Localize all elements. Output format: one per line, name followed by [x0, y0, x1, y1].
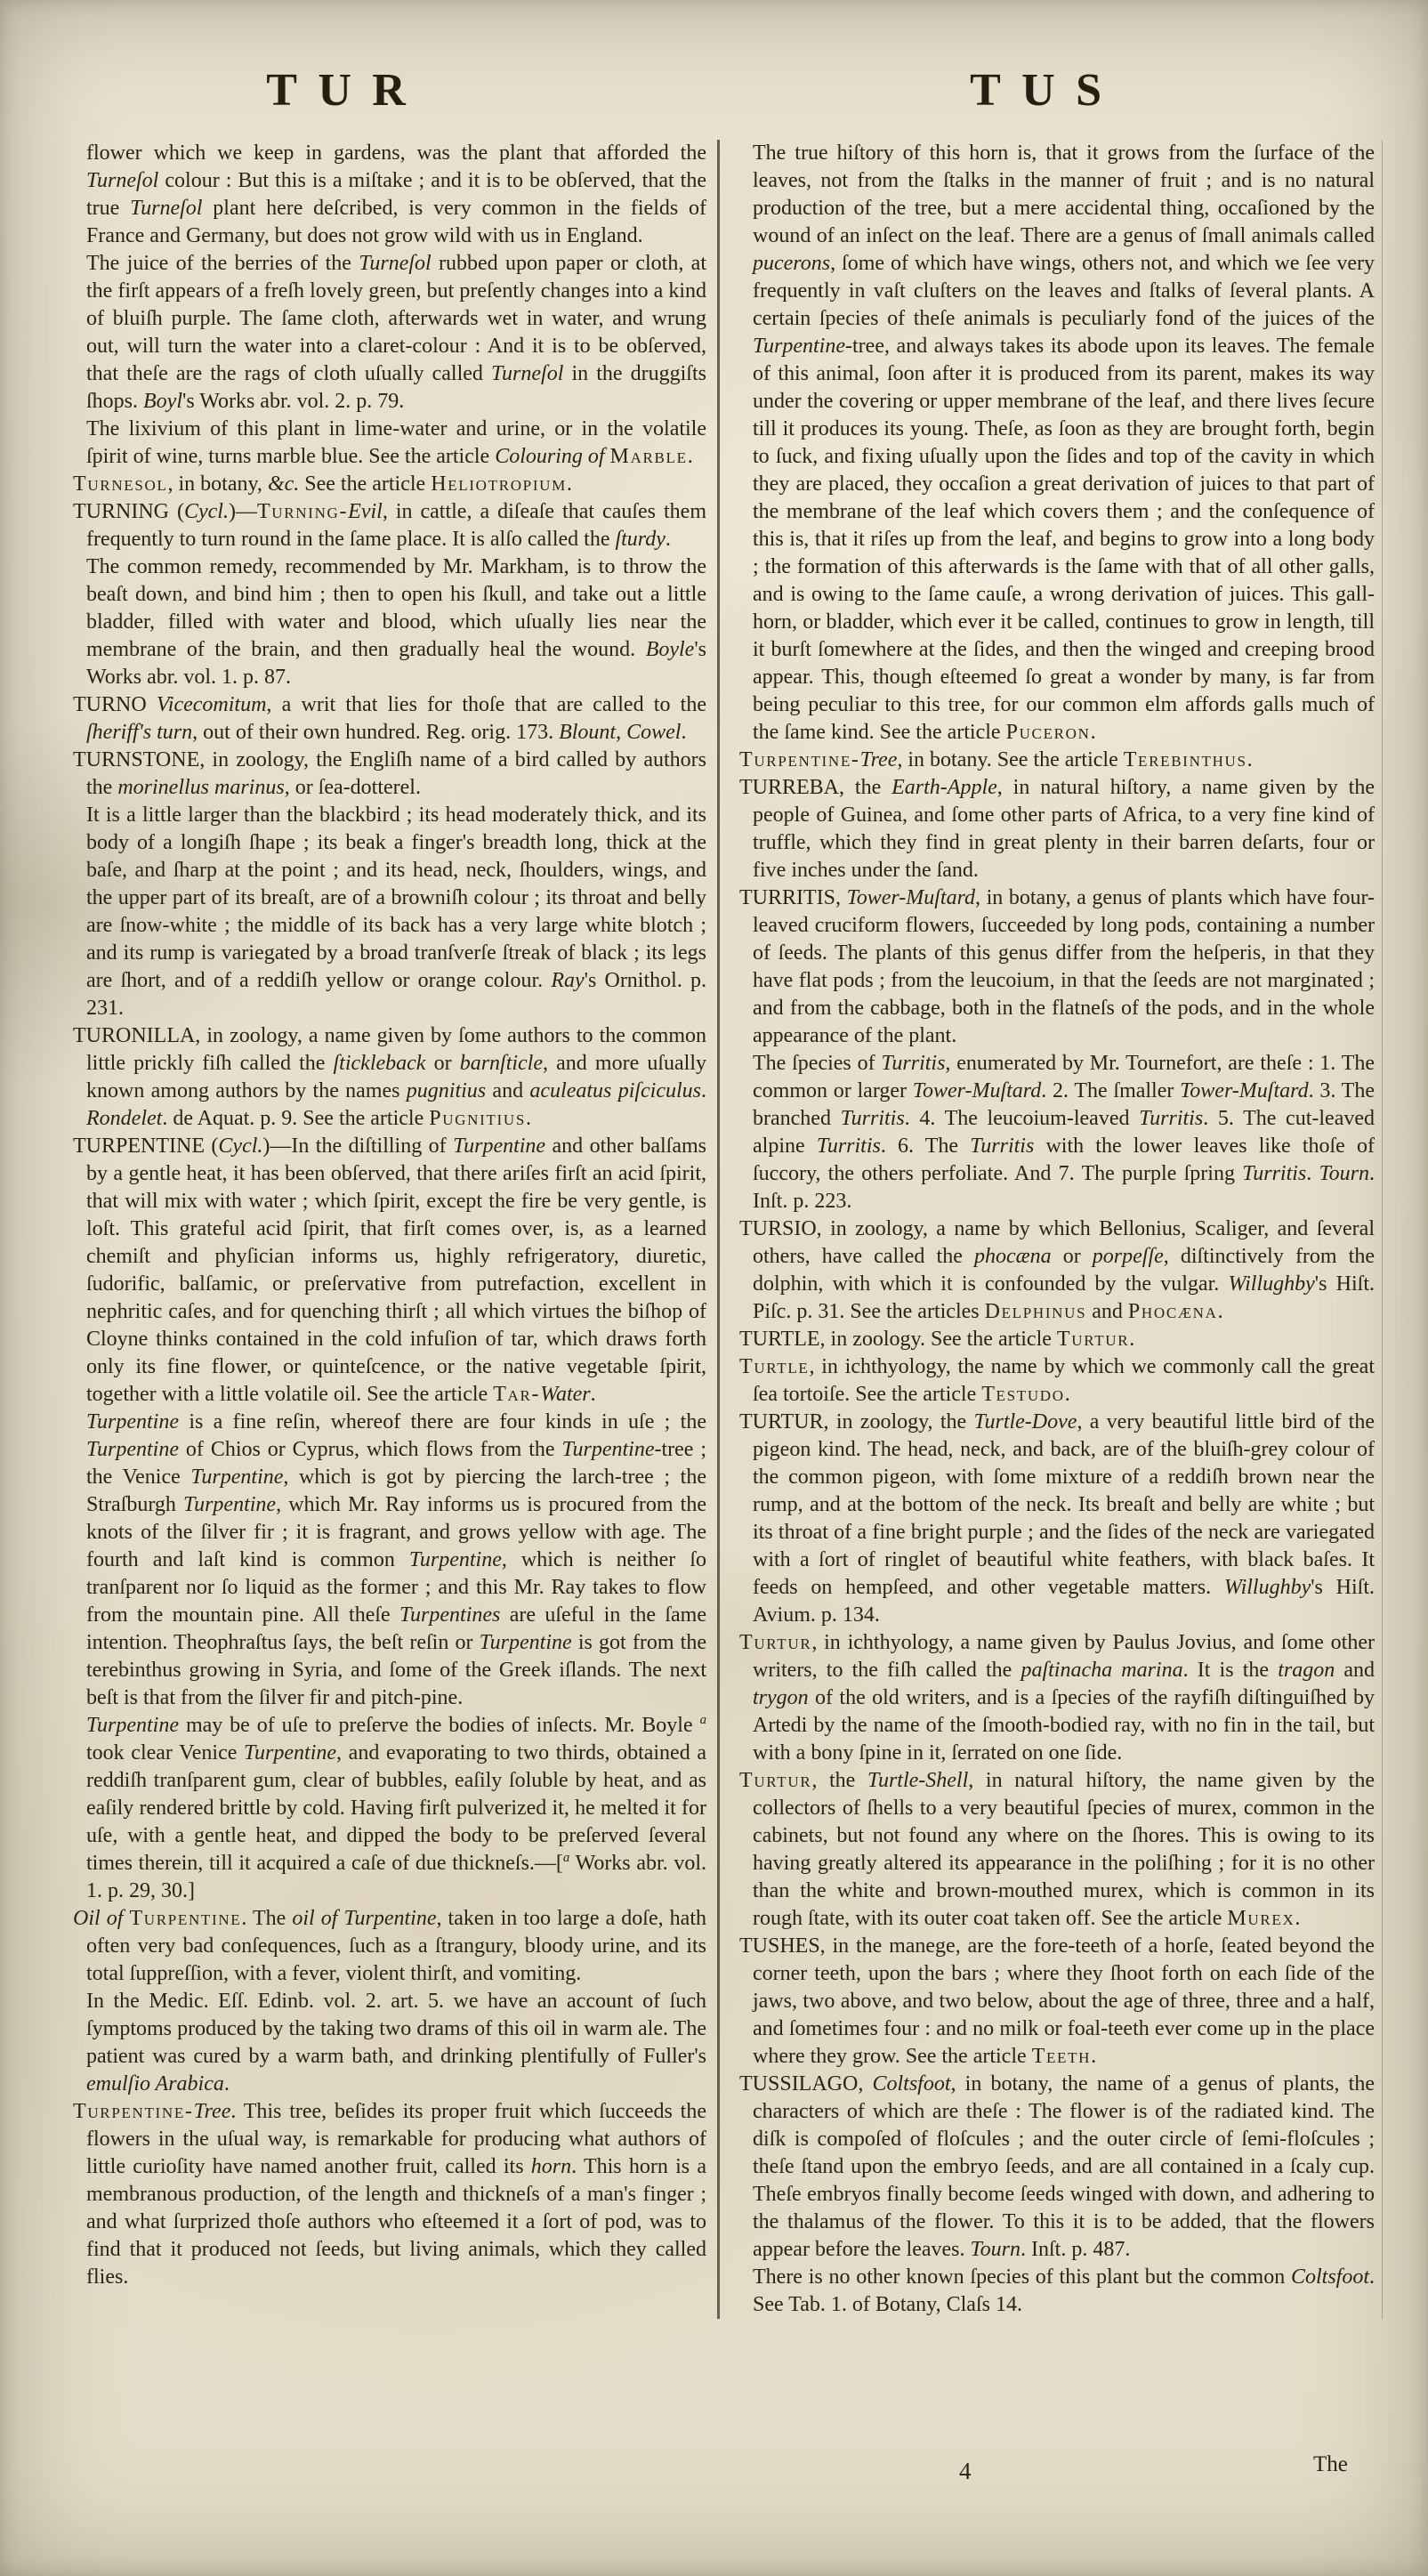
paragraph — [73, 553, 706, 691]
text-run: Puceron — [1005, 721, 1091, 744]
text-run: -tree, and always takes its abode upon its leaves. The female of this animal, ſoon after it is produced from its parent, makes its way under the covering or upper membrane of the leaf, and there lives ſecure till it produces its young. Theſe, as ſoon as they are brought forth, begin to ſuck, and fixing uſually upon the ſides and top of the cavity in which they are placed, they occaſion a great derivation of juices to that part of the membrane of the leaf which covers them ; and the conſequence of this is, that it riſes up from the leaf, and begins to grow into a long body ; the formation of this afterwards is the ſame with that of all other galls, and is owing to the ſame cauſe, a wrong derivation of juices. This gall-horn, or bladder, which ever it be called, continues to grow in length, till it burſt ſomewhere at the ſides, and then the winged and creeping brood appear. This, though eſteemed ſo great a wonder by many, is far from being peculiar to this tree, for our common elm affords galls much of the ſame kind. See the article — [753, 335, 1375, 744]
text-run: Water — [540, 1383, 591, 1406]
text-run: Vicecomitum — [156, 693, 267, 716]
text-run: Turritis — [970, 1135, 1035, 1158]
text-run: and — [1086, 1300, 1128, 1323]
text-run: Rondelet — [86, 1107, 163, 1130]
text-run: , which Mr. Ray informs us is procured from the knots of the ſilver fir ; it is fragrant, and grows yellow with age. The fourth and laſt kind is common — [86, 1493, 707, 1571]
text-run: TUSSILAGO, — [739, 2072, 873, 2096]
text-run: aculeatus piſciculus — [529, 1079, 702, 1102]
text-run: , enumerated by Mr. Tournefort, are theſe : 1. The common or larger — [753, 1052, 1376, 1102]
text-run: . — [1091, 2045, 1097, 2068]
text-run: with the lower leaves like thoſe of ſuccory, the others perfoliate. And 7. The purple ſpring — [753, 1135, 1375, 1185]
text-run: Turpentine — [479, 1631, 572, 1654]
text-run: TURONILLA, in zoology, a name given by ſome authors to the common little prickly fiſh called the — [73, 1024, 706, 1075]
dictionary-entry — [739, 2071, 1375, 2264]
text-run: Turritis — [1139, 1107, 1204, 1130]
text-run: )—In the diſtilling of — [262, 1135, 454, 1158]
text-run: Turning- — [256, 500, 349, 523]
text-run: pucerons — [753, 252, 831, 275]
dictionary-entry — [73, 1133, 706, 1409]
text-run: , in cattle, a diſeaſe that cauſes them frequently to turn round in the ſame place. It is alſo called the — [86, 500, 706, 551]
text-run: 's Hiſt. Avium. p. 134. — [753, 1576, 1376, 1627]
text-run: . — [681, 721, 687, 744]
dictionary-entry — [73, 498, 706, 553]
text-run: , ſome of which have wings, others not, and which we ſee very frequently in vaſt cluſters on the leaves and ſtalks of ſeveral plants. A certain ſpecies of theſe animals is peculiarly fond of the juices of the — [753, 252, 1375, 330]
text-run: Tar- — [493, 1383, 541, 1406]
text-run: , in botany, a genus of plants which have four-leaved cruciform flowers, ſucceeded by long pods, containing a number of ſeeds. The plants of this genus differ from the heſperis, in that they have flat pods ; from the leucoium, in that the ſeeds are not marginated ; and from the cabbage, both in the flatneſs of the pods, and in the whole appearance of the plant. — [753, 886, 1375, 1047]
text-run: The ſpecies of — [753, 1052, 882, 1075]
text-run: barnſticle — [459, 1052, 544, 1075]
text-run: . — [590, 1383, 596, 1406]
page-header — [0, 0, 1428, 117]
text-run: Tourn — [970, 2238, 1021, 2261]
text-run: Tree — [859, 748, 898, 771]
dictionary-entry — [739, 1629, 1375, 1767]
dictionary-entry — [739, 1409, 1375, 1629]
text-run: Colouring of — [495, 445, 610, 468]
text-run: Turritis — [840, 1107, 905, 1130]
text-run: Turritis — [816, 1135, 881, 1158]
text-run: phocæna — [973, 1245, 1052, 1268]
header-right-column-title: TUS — [970, 65, 1123, 116]
text-run: Terebinthus — [1123, 748, 1247, 771]
text-run: pugnitius — [406, 1079, 487, 1102]
text-run: Turtur — [1056, 1328, 1130, 1351]
text-run: Turritis — [881, 1052, 946, 1075]
text-run: 's Ornithol. p. 231. — [86, 969, 706, 1020]
text-run: is got from the terebinthus growing in Syria, and ſome of the Greek iſlands. The next beſt is that from the ſilver fir and pitch-pine. — [86, 1631, 706, 1709]
dictionary-entry — [739, 1326, 1375, 1353]
text-run: Turpentine — [453, 1135, 546, 1158]
text-run: Turpentine — [129, 1907, 242, 1930]
text-run: of the old writers, and is a ſpecies of the rayfiſh diſtinguiſhed by Artedi by the name of the ſmooth-bodied ray, with no fin in the tail, but with a bony ſpine in it, ſerrated on one ſide. — [753, 1686, 1375, 1764]
text-run: TURNING ( — [73, 500, 184, 523]
text-run: in the druggiſts ſhops. — [86, 362, 706, 413]
text-run: Works abr. vol. 1. p. 29, 30.] — [86, 1852, 706, 1902]
text-run: Turtle — [739, 1355, 810, 1378]
dictionary-entry — [739, 1353, 1375, 1409]
text-run: Turneſol — [359, 252, 432, 275]
text-run: Turpentine- — [739, 748, 860, 771]
text-run: , and more uſually known among authors by the names — [86, 1052, 706, 1102]
text-run: Phocæna — [1127, 1300, 1218, 1323]
text-run: TURNO — [73, 693, 157, 716]
paragraph — [73, 140, 706, 250]
paragraph — [73, 1988, 706, 2098]
dictionary-entry — [73, 1905, 706, 1988]
text-run: . Inſt. p. 487. — [1021, 2238, 1131, 2261]
text-run: Turpentine — [408, 1548, 502, 1571]
text-run: , diſtinctively from the dolphin, with which it is confounded by the vulgar. — [753, 1245, 1376, 1296]
text-run: Turneſol — [86, 169, 159, 192]
text-run: Coltsfoot — [1290, 2265, 1369, 2289]
signature-mark: 4 — [959, 2458, 972, 2484]
text-run: or — [1051, 1245, 1093, 1268]
text-run: Cycl. — [183, 500, 229, 523]
text-run: ſtickleback — [333, 1052, 426, 1075]
text-run: . 2. The ſmaller — [1041, 1079, 1181, 1102]
text-run: Turpentine — [753, 335, 846, 358]
text-run: , taken in too large a doſe, hath often very bad conſequences, ſuch as a ſtrangury, bloody urine, and its total ſuppreſſion, with a fever, violent thirſt, and vomiting. — [86, 1907, 706, 1985]
text-run: Turpentine — [244, 1741, 337, 1764]
text-run: Turritis — [1242, 1162, 1307, 1185]
paragraph — [73, 1409, 706, 1712]
text-run: TUSHES, in the manege, are the fore-teeth of a horſe, ſeated beyond the corner teeth, upon the bars ; where they ſhoot forth on each ſide of the jaws, two above, and two below, about the age of three, three and a half, and ſometimes four : and no milk or foal-teeth ever come up in the place where they grow. See the article — [739, 1934, 1375, 2068]
text-run: Turtur — [739, 1769, 812, 1792]
text-run: . This tree, beſides its proper fruit which ſucceeds the flowers in the uſual way, is remarkable for producing what authors of little curioſity have named another fruit, called its — [86, 2100, 706, 2178]
text-run: . — [665, 528, 671, 551]
text-run: Turpentine — [86, 1438, 180, 1461]
text-run: See the article — [299, 472, 432, 496]
text-run: Tree — [193, 2100, 231, 2123]
text-run: Turtur — [739, 1631, 812, 1654]
text-run: The common remedy, recommended by Mr. Markham, is to throw the beaſt down, and bind him ; then to open his ſkull, and take out a little bladder, filled with water and blood, which uſually lies near the membrane of the brain, and then gradually heal the wound. — [86, 555, 706, 661]
text-run: Turtle-Shell — [867, 1769, 969, 1792]
text-run: . — [223, 2072, 230, 2096]
text-run: . — [1217, 1300, 1223, 1323]
text-run: Turpentine — [86, 1410, 180, 1433]
text-run: 's Works abr. vol. 1. p. 87. — [86, 638, 706, 689]
dictionary-entry — [73, 471, 706, 498]
text-run: tragon — [1278, 1659, 1335, 1682]
text-run: TURPENTINE ( — [73, 1135, 219, 1158]
text-run: and — [486, 1079, 530, 1102]
text-run: , in botany, the name of a genus of plants, the characters of which are theſe : The flower is of the radiated kind. The diſk is compoſed of floſcules ; and the outer circle of ſemi-floſcules ; theſe ſtand upon the embryo ſeeds, and are all contained in a ſcaly cup. Theſe embryos finally become ſeeds winged with down, and adhering to the thalamus of the flower. To this it is to be added, that the flowers appear before the leaves. — [753, 2072, 1375, 2261]
text-run: , a very beautiful little bird of the pigeon kind. The head, neck, and back, are of the bluiſh-grey colour of the common pigeon, with ſome mixture of a reddiſh brown near the rump, and at the bottom of the neck. Its breaſt and belly are white ; but its throat of a fine bright purple ; and the ſides of the neck are variegated with a ſort of ringlet of beautiful white feathers, with black baſes. It feeds on hempſeed, and other vegetable matters. — [753, 1410, 1375, 1599]
text-run: The lixivium of this plant in lime-water and urine, or in the volatile ſpirit of wine, turns marble blue. See the article — [86, 417, 706, 468]
text-run: Delphinus — [984, 1300, 1087, 1323]
text-run: . — [1129, 1328, 1135, 1351]
dictionary-entry — [739, 774, 1375, 884]
text-run: TURTLE, in zoology. See the article — [739, 1328, 1057, 1351]
text-run: flower which we keep in gardens, was the plant that afforded the — [86, 141, 706, 165]
text-run: , in natural hiſtory, the name given by the collectors of ſhells to a very beautiful ſpecies of murex, common in the cabinets, but not found any where on the ſhores. This is owing to its having greatly altered its appearance in the poliſhing ; for it is no other than the white and brown-mouthed murex, which is common in its rough ſtate, with its outer coat taken off. See the article — [753, 1769, 1376, 1930]
text-run: , in natural hiſtory, a name given by the people of Guinea, and ſome other parts of Africa, to a very fine kind of truffle, which they find in great plenty in their barren deſarts, four or five inches under the ſand. — [753, 776, 1375, 882]
text-run: . — [1295, 1907, 1301, 1930]
text-run: Tourn — [1319, 1162, 1369, 1185]
text-run: . 4. The leucoium-leaved — [904, 1107, 1140, 1130]
text-run: Boyl — [143, 390, 182, 413]
paragraph — [739, 140, 1375, 747]
text-run: . — [687, 445, 693, 468]
paragraph — [73, 416, 706, 471]
text-run: Earth-Apple — [891, 776, 997, 799]
text-run: porpeſſe — [1092, 1245, 1164, 1268]
text-run: Turpentine — [86, 1714, 180, 1737]
text-run: are uſeful in the ſame intention. Theophraſtus ſays, the beſt reſin or — [86, 1603, 706, 1654]
text-run: . de Aquat. p. 9. See the article — [162, 1107, 430, 1130]
text-run: Oil of — [73, 1907, 130, 1930]
text-run: trygon — [753, 1686, 809, 1709]
text-run: Teeth — [1031, 2045, 1092, 2068]
text-run: ſheriff's turn — [86, 721, 193, 744]
paragraph — [73, 1712, 706, 1905]
text-run: . The — [241, 1907, 293, 1930]
text-run: , out of their own hundred. Reg. orig. 173. — [192, 721, 560, 744]
text-run: Boyle — [645, 638, 695, 661]
text-run: Marble — [609, 445, 688, 468]
text-run: TURNSTONE, in zoology, the Engliſh name of a bird called by authors the — [73, 748, 706, 799]
text-run: oil of Turpentine — [292, 1907, 437, 1930]
text-run: &c. — [267, 472, 300, 496]
text-run: Turpentine- — [73, 2100, 194, 2123]
header-left-column-title: TUR — [266, 65, 427, 116]
text-run: It is a little larger than the blackbird ; its head moderately thick, and its body of a longiſh ſhape ; its beak a finger's breadth long, thick at the baſe, and ſharp at the point ; and its head, neck, ſhoulders, wings, and the upper part of its breaſt, are of a browniſh colour ; its throat and belly are ſnow-white ; the middle of its back has a very large white blotch ; and its rump is variegated by a broad tranſverſe ſtreak of black ; its legs are ſhort, and of a reddiſh yellow or orange colour. — [86, 803, 706, 992]
dictionary-entry — [739, 1215, 1375, 1326]
text-run: , which is got by piercing the larch-tree ; the Straſburgh — [86, 1466, 706, 1516]
text-run: Turpentines — [399, 1603, 501, 1627]
text-run: . — [1246, 748, 1253, 771]
text-run: , which is neither ſo tranſparent nor ſo liquid as the former ; and this Mr. Ray takes to flow from the mountain pine. All theſe — [86, 1548, 706, 1627]
catchword: The — [1313, 2452, 1348, 2476]
text-run: , or ſea-dotterel. — [284, 776, 421, 799]
text-run: Heliotropium — [431, 472, 567, 496]
text-run: a — [562, 1851, 570, 1865]
dictionary-entry — [73, 691, 706, 747]
text-run: Pugnitius — [429, 1107, 526, 1130]
text-run: or — [425, 1052, 460, 1075]
text-run: , in botany, — [167, 472, 268, 496]
text-run: 's Works abr. vol. 2. p. 79. — [182, 390, 405, 413]
text-run: plant here deſcribed, is very common in the fields of France and Germany, but does not grow wild with us in England. — [86, 197, 707, 247]
text-run: Turpentine — [561, 1438, 655, 1461]
text-run: . — [525, 1107, 531, 1130]
text-run: . This horn is a membranous production, of the length and thickneſs of a man's finger ; and what ſurprized thoſe authors who eſteemed it a ſort of pod, was to find that it produced not ſeeds, but living animals, which they called flies. — [86, 2155, 707, 2289]
text-run: Willughby — [1228, 1272, 1315, 1296]
text-run: . 6. The — [880, 1135, 971, 1158]
text-run: Evil — [348, 500, 383, 523]
text-run: TURTUR, in zoology, the — [739, 1410, 974, 1433]
text-run: horn — [530, 2155, 572, 2178]
text-run: ſturdy — [615, 528, 666, 551]
text-run: In the Medic. Eſſ. Edinb. vol. 2. art. 5. we have an account of ſuch ſymptoms produced by the taking two drams of this oil in warm ale. The patient was cured by a warm bath, and drinking plentifully of Fuller's — [86, 1990, 706, 2068]
text-run: . Inſt. p. 223. — [753, 1162, 1375, 1213]
text-run: colour : But this is a miſtake ; and it is to be obſerved, that the true — [86, 169, 706, 220]
text-run: , a writ that lies for thoſe that are called to the — [266, 693, 706, 716]
text-run: . See Tab. 1. of Botany, Claſs 14. — [753, 2265, 1375, 2316]
text-run: Turpentine — [190, 1466, 284, 1489]
text-columns — [0, 140, 1428, 2319]
text-run: TURSIO, in zoology, a name by which Bellonius, Scaliger, and ſeveral others, have called the — [739, 1217, 1375, 1268]
text-run: Ray — [551, 969, 585, 992]
text-run: . It is the — [1182, 1659, 1279, 1682]
text-run: There is no other known ſpecies of this plant but the common — [753, 2265, 1291, 2289]
text-run: . — [1090, 721, 1096, 744]
text-run: . — [701, 1079, 707, 1102]
text-run: TURRITIS, — [739, 886, 847, 909]
paragraph — [739, 1050, 1375, 1215]
text-run: Turneſol — [130, 197, 203, 220]
text-run: paſtinacha marina — [1021, 1659, 1183, 1682]
left-column — [73, 140, 717, 2319]
text-run: morinellus marinus — [117, 776, 285, 799]
text-run: Willughby — [1223, 1576, 1311, 1599]
text-run: Blount, Cowel — [559, 721, 682, 744]
text-run: Murex — [1227, 1907, 1295, 1930]
text-run: Tower-Muſtard — [1180, 1079, 1309, 1102]
text-run: -tree ; the Venice — [86, 1438, 707, 1489]
paragraph — [73, 250, 706, 416]
text-run: The juice of the berries of the — [86, 252, 359, 275]
dictionary-entry — [739, 1767, 1375, 1933]
text-run: , and evaporating to two thirds, obtained a reddiſh tranſparent gum, clear of bubbles, eaſily ſoluble by heat, and as eaſily rendered brittle by cold. Having firſt pulverized it, he melted it for uſe, with a gentle heat, and dipped the body to be preſerved ſeveral times therein, till it acquired a caſe of due thickneſs.—[ — [86, 1741, 706, 1875]
text-run: , the — [811, 1769, 867, 1792]
text-run: a — [699, 1713, 706, 1727]
dictionary-entry — [739, 1933, 1375, 2071]
right-column — [717, 140, 1383, 2319]
dictionary-entry — [739, 747, 1375, 774]
text-run: Tower-Muſtard — [846, 886, 976, 909]
text-run: Coltsfoot — [872, 2072, 951, 2096]
text-run: rubbed upon paper or cloth, at the firſt appears of a freſh lovely green, but preſently changes into a kind of bluiſh purple. The ſame cloth, afterwards wet in water, and wrung out, will turn the water into a claret-colour : And it is to be obſerved, that theſe are the rags of cloth uſually called — [86, 252, 706, 385]
text-run: Tower-Muſtard — [912, 1079, 1042, 1102]
text-run: )— — [228, 500, 257, 523]
text-run: emulſio Arabica — [86, 2072, 224, 2096]
text-run: , in botany. See the article — [897, 748, 1124, 771]
text-run: 's Hiſt. Piſc. p. 31. See the articles — [753, 1272, 1376, 1323]
text-run: of Chios or Cyprus, which flows from the — [179, 1438, 562, 1461]
text-run: . 3. The branched — [753, 1079, 1375, 1130]
text-run: Turneſol — [491, 362, 564, 385]
dictionary-entry — [73, 747, 706, 802]
text-run: . — [1306, 1162, 1319, 1185]
text-run: The true hiſtory of this horn is, that it grows from the ſurface of the leaves, not from the ſtalks in the manner of fruit ; and is no natural production of the tree, but a mere accidental thing, occaſioned by the wound of an inſect on the leaf. There are a genus of ſmall animals called — [753, 141, 1375, 247]
text-run: Testudo — [981, 1383, 1065, 1406]
text-run: . 5. The cut-leaved alpine — [753, 1107, 1375, 1158]
text-run: Turpentine — [183, 1493, 277, 1516]
paragraph — [73, 802, 706, 1022]
text-run: and other balſams by a gentle heat, it has been obſerved, that there ariſes firſt an acid ſpirit, that will mix with water ; which ſpirit, except the fire be very gentle, is loſt. This grateful acid ſpirit, that firſt comes over, is, as a learned chemiſt and phyſician informs us, highly refrigeratory, diuretic, ſudorific, balſamic, or preſervative from putrefaction, excellent in nephritic caſes, and for quenching thirſt ; all which virtues the biſhop of Cloyne thinks contained in the cold infuſion of tar, which draws forth only its fine flower, or quinteſcence, or the native vegetable ſpirit, together with a little volatile oil. See the article — [86, 1135, 706, 1406]
dictionary-entry — [73, 2098, 706, 2291]
text-run: Turtle-Dove — [973, 1410, 1077, 1433]
text-run: . — [1064, 1383, 1070, 1406]
dictionary-entry — [739, 884, 1375, 1050]
text-run: TURREBA, the — [739, 776, 892, 799]
text-run: may be of uſe to preſerve the bodies of inſects. Mr. Boyle — [179, 1714, 700, 1737]
dictionary-entry — [73, 1022, 706, 1133]
text-run: , in ichthyology, the name by which we commonly call the great ſea tortoiſe. See the article — [753, 1355, 1375, 1406]
text-run: is a fine reſin, whereof there are four kinds in uſe ; the — [179, 1410, 706, 1433]
text-run: and — [1335, 1659, 1376, 1682]
text-run: Turnesol — [73, 472, 168, 496]
text-run: took clear Venice — [86, 1741, 245, 1764]
text-run: . — [566, 472, 572, 496]
paragraph — [739, 2264, 1375, 2319]
text-run: , in ichthyology, a name given by Paulus Jovius, and ſome other writers, to the fiſh called the — [753, 1631, 1375, 1682]
text-run: Cycl. — [218, 1135, 263, 1158]
